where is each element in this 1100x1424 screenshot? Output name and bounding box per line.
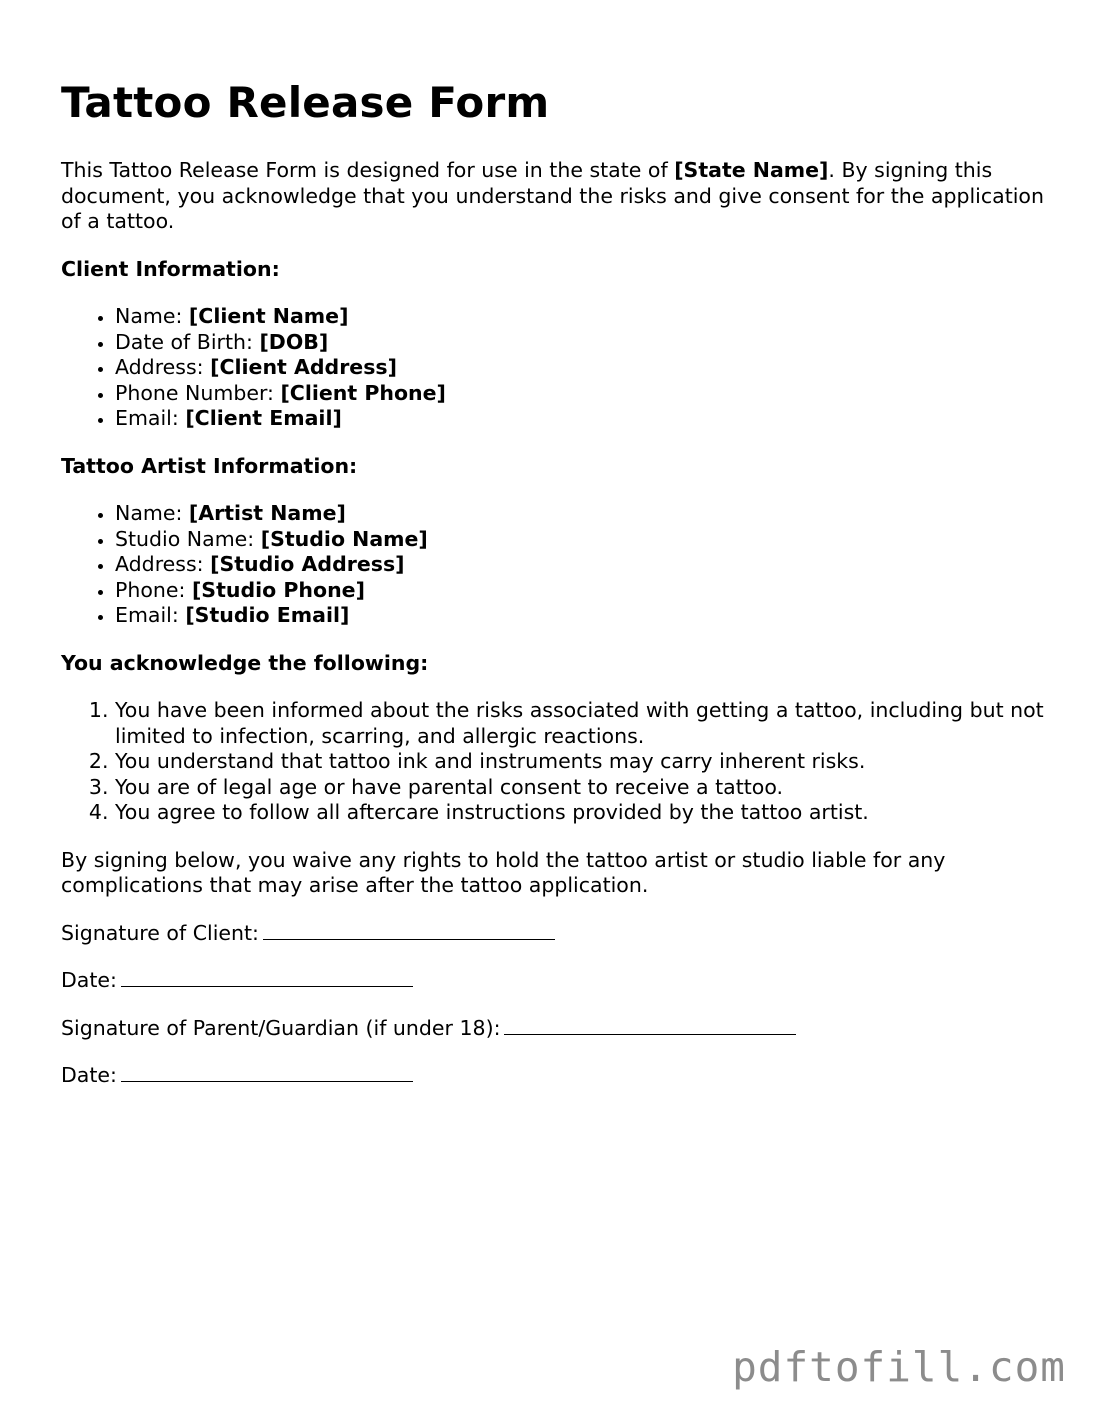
client-dob-label: Date of Birth:	[115, 329, 260, 354]
client-signature-field[interactable]	[263, 921, 555, 940]
client-phone-item	[115, 381, 1051, 407]
guardian-signature-field[interactable]	[504, 1016, 796, 1035]
guardian-date-label: Date:	[61, 1063, 117, 1087]
client-name-value: [Client Name]	[188, 304, 349, 328]
page-title: Tattoo Release Form	[61, 78, 550, 127]
client-email-label: Email:	[115, 406, 186, 430]
client-address-item	[115, 355, 1051, 381]
client-phone-label: Phone Number:	[115, 380, 281, 405]
acknowledge-item-ink: 2. You understand that tattoo ink and instruments may carry inherent risks.	[115, 749, 1051, 775]
acknowledge-item-aftercare: 4. You agree to follow all aftercare instructions provided by the tattoo artist.	[115, 800, 1051, 826]
state-name-placeholder: [State Name]	[674, 158, 829, 182]
client-info-heading: Client Information:	[61, 256, 280, 281]
client-info-list	[61, 304, 1051, 432]
acknowledge-item-age: 3. You are of legal age or have parental consent to receive a tattoo.	[115, 775, 1051, 801]
client-email-item	[115, 406, 1051, 432]
client-date-label: Date:	[61, 968, 117, 992]
client-dob-value: [DOB]	[259, 329, 329, 354]
artist-info-heading: Tattoo Artist Information:	[61, 453, 358, 478]
guardian-signature-row	[61, 1016, 1051, 1042]
studio-name-label: Studio Name:	[115, 526, 261, 551]
client-name-label: Name:	[115, 304, 189, 328]
studio-name-item	[115, 527, 1051, 553]
watermark-text: pdftofill.com	[732, 1343, 1066, 1391]
client-phone-value: [Client Phone]	[280, 380, 446, 405]
client-address-value: [Client Address]	[210, 355, 397, 379]
artist-name-value: [Artist Name]	[188, 501, 346, 525]
studio-email-value: [Studio Email]	[185, 603, 350, 627]
acknowledge-item-risks: 1. You have been informed about the risks associated with getting a tattoo, including but not limited to infection, scarring, and allergic reactions.	[115, 698, 1051, 749]
studio-address-value: [Studio Address]	[210, 552, 405, 576]
client-date-field[interactable]	[121, 968, 413, 987]
acknowledge-list	[61, 698, 1051, 826]
client-date-row	[61, 968, 1051, 994]
guardian-date-field[interactable]	[121, 1063, 413, 1082]
intro-text-before: This Tattoo Release Form is designed for use in the state of	[61, 158, 675, 182]
client-signature-row	[61, 921, 1051, 947]
acknowledge-heading: You acknowledge the following:	[61, 650, 429, 675]
guardian-date-row	[61, 1063, 1051, 1089]
studio-email-item	[115, 603, 1051, 629]
studio-phone-item	[115, 578, 1051, 604]
client-name-item	[115, 304, 1051, 330]
studio-address-item	[115, 552, 1051, 578]
studio-email-label: Email:	[115, 603, 186, 627]
studio-address-label: Address:	[115, 552, 211, 576]
intro-text-after: . By signing this document, you acknowledge that you understand the risks and give consent for the application of a tattoo.	[61, 158, 1044, 233]
client-dob-item	[115, 330, 1051, 356]
guardian-signature-label: Signature of Parent/Guardian (if under 18):	[61, 1015, 501, 1040]
artist-name-item	[115, 501, 1051, 527]
studio-name-value: [Studio Name]	[260, 526, 428, 551]
client-address-label: Address:	[115, 355, 211, 379]
artist-name-label: Name:	[115, 501, 189, 525]
document-page	[61, 0, 1051, 1089]
client-email-value: [Client Email]	[185, 406, 342, 430]
artist-info-list	[61, 501, 1051, 629]
waiver-paragraph: By signing below, you waive any rights to hold the tattoo artist or studio liable for any complications that may arise after the tattoo application.	[61, 847, 946, 897]
intro-paragraph	[61, 158, 1051, 235]
client-signature-label: Signature of Client:	[61, 920, 259, 945]
studio-phone-value: [Studio Phone]	[191, 577, 365, 602]
studio-phone-label: Phone:	[115, 577, 192, 602]
